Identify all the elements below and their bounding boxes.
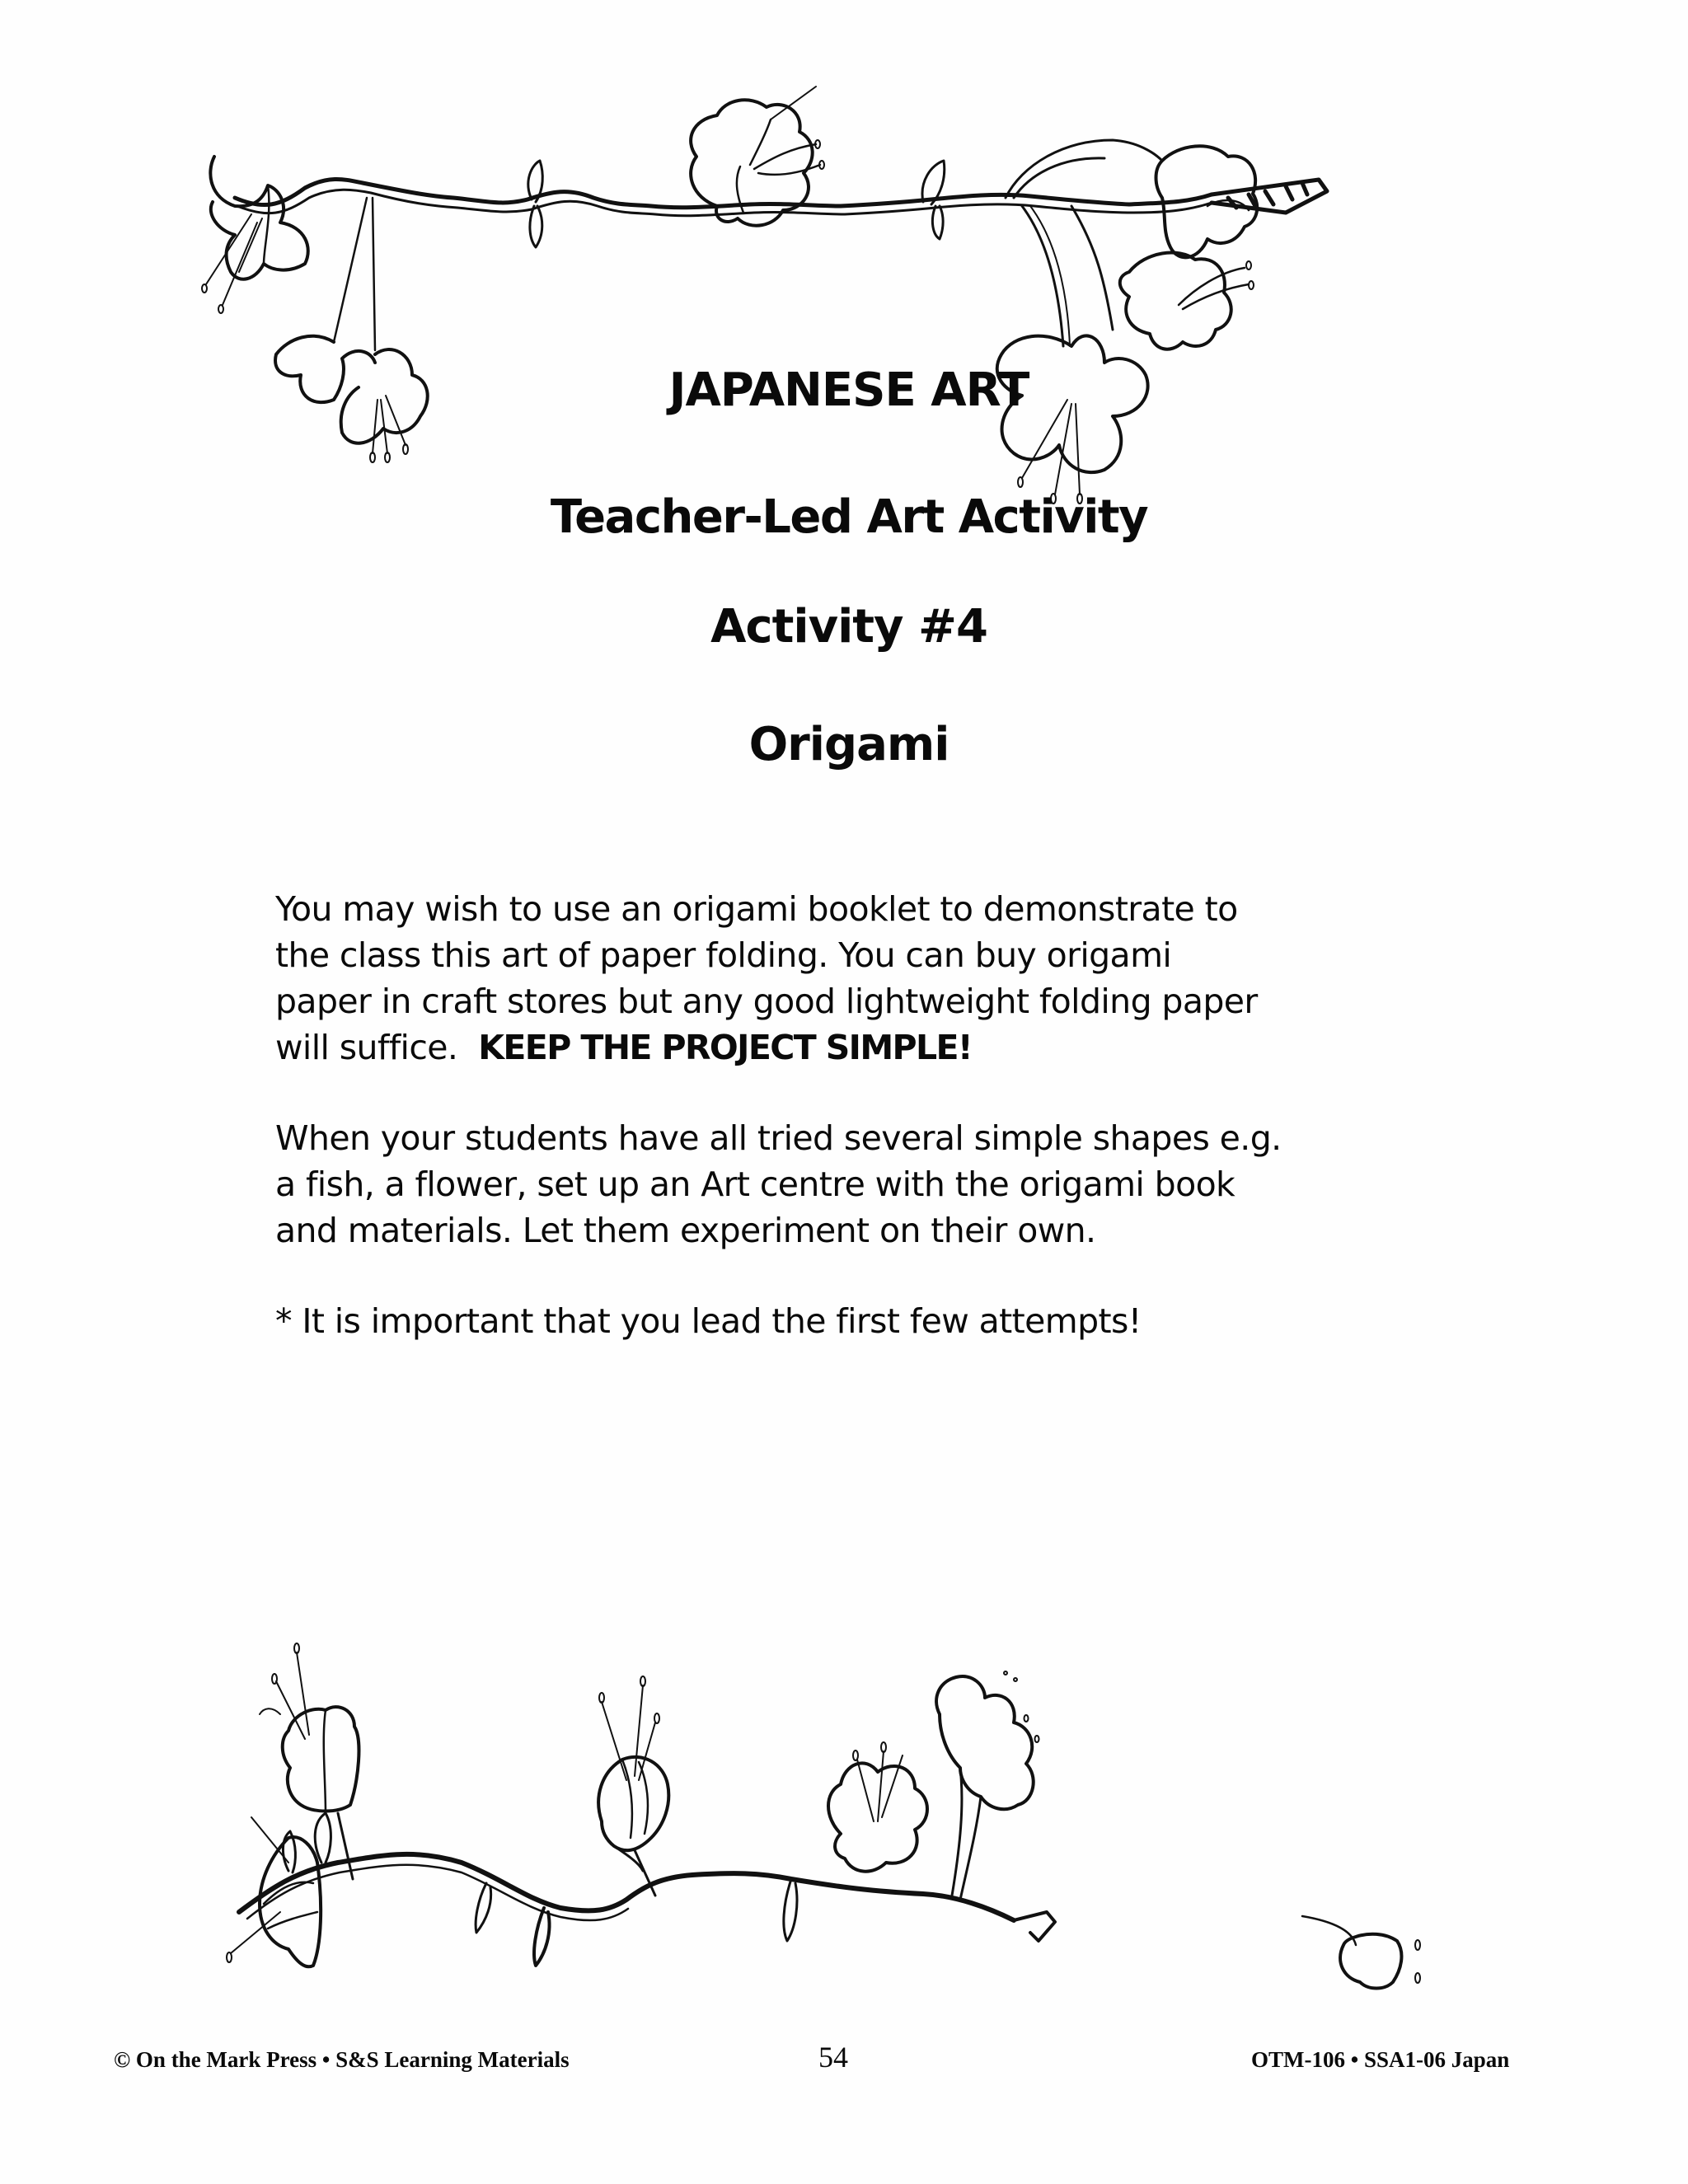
text-line (275, 1024, 1446, 1071)
text-line: You may wish to use an origami booklet to demonstrate to (275, 889, 1238, 929)
note-paragraph (275, 1298, 1446, 1344)
text-line: a fish, a flower, set up an Art centre with the origami book (275, 1165, 1236, 1204)
note-text: * It is important that you lead the first few attempts! (275, 1301, 1142, 1341)
page-number: 54 (818, 2041, 848, 2074)
text-line: the class this art of paper folding. You can buy origami (275, 935, 1172, 975)
activity-name: Origami (748, 718, 950, 771)
emphasis-text: KEEP THE PROJECT SIMPLE! (478, 1028, 973, 1067)
page-subtitle: Teacher-Led Art Activity (550, 490, 1148, 544)
paragraph-art-centre (275, 1115, 1446, 1254)
text-line: and materials. Let them experiment on their own. (275, 1211, 1096, 1250)
text-fragment: will suffice. (275, 1028, 479, 1067)
page-title: JAPANESE ART (668, 363, 1029, 417)
product-code: OTM-106 • SSA1-06 Japan (1251, 2047, 1510, 2072)
paragraph-intro (275, 886, 1446, 1071)
text-line: When your students have all tried several simple shapes e.g. (275, 1118, 1282, 1158)
copyright-notice: © On the Mark Press • S&S Learning Materials (114, 2047, 570, 2072)
cherry-blossom-branch-top-icon (190, 82, 1508, 511)
text-line: paper in craft stores but any good lightweight folding paper (275, 982, 1258, 1021)
activity-number: Activity #4 (710, 600, 987, 654)
cherry-blossom-branch-bottom-icon (214, 1615, 1550, 2011)
